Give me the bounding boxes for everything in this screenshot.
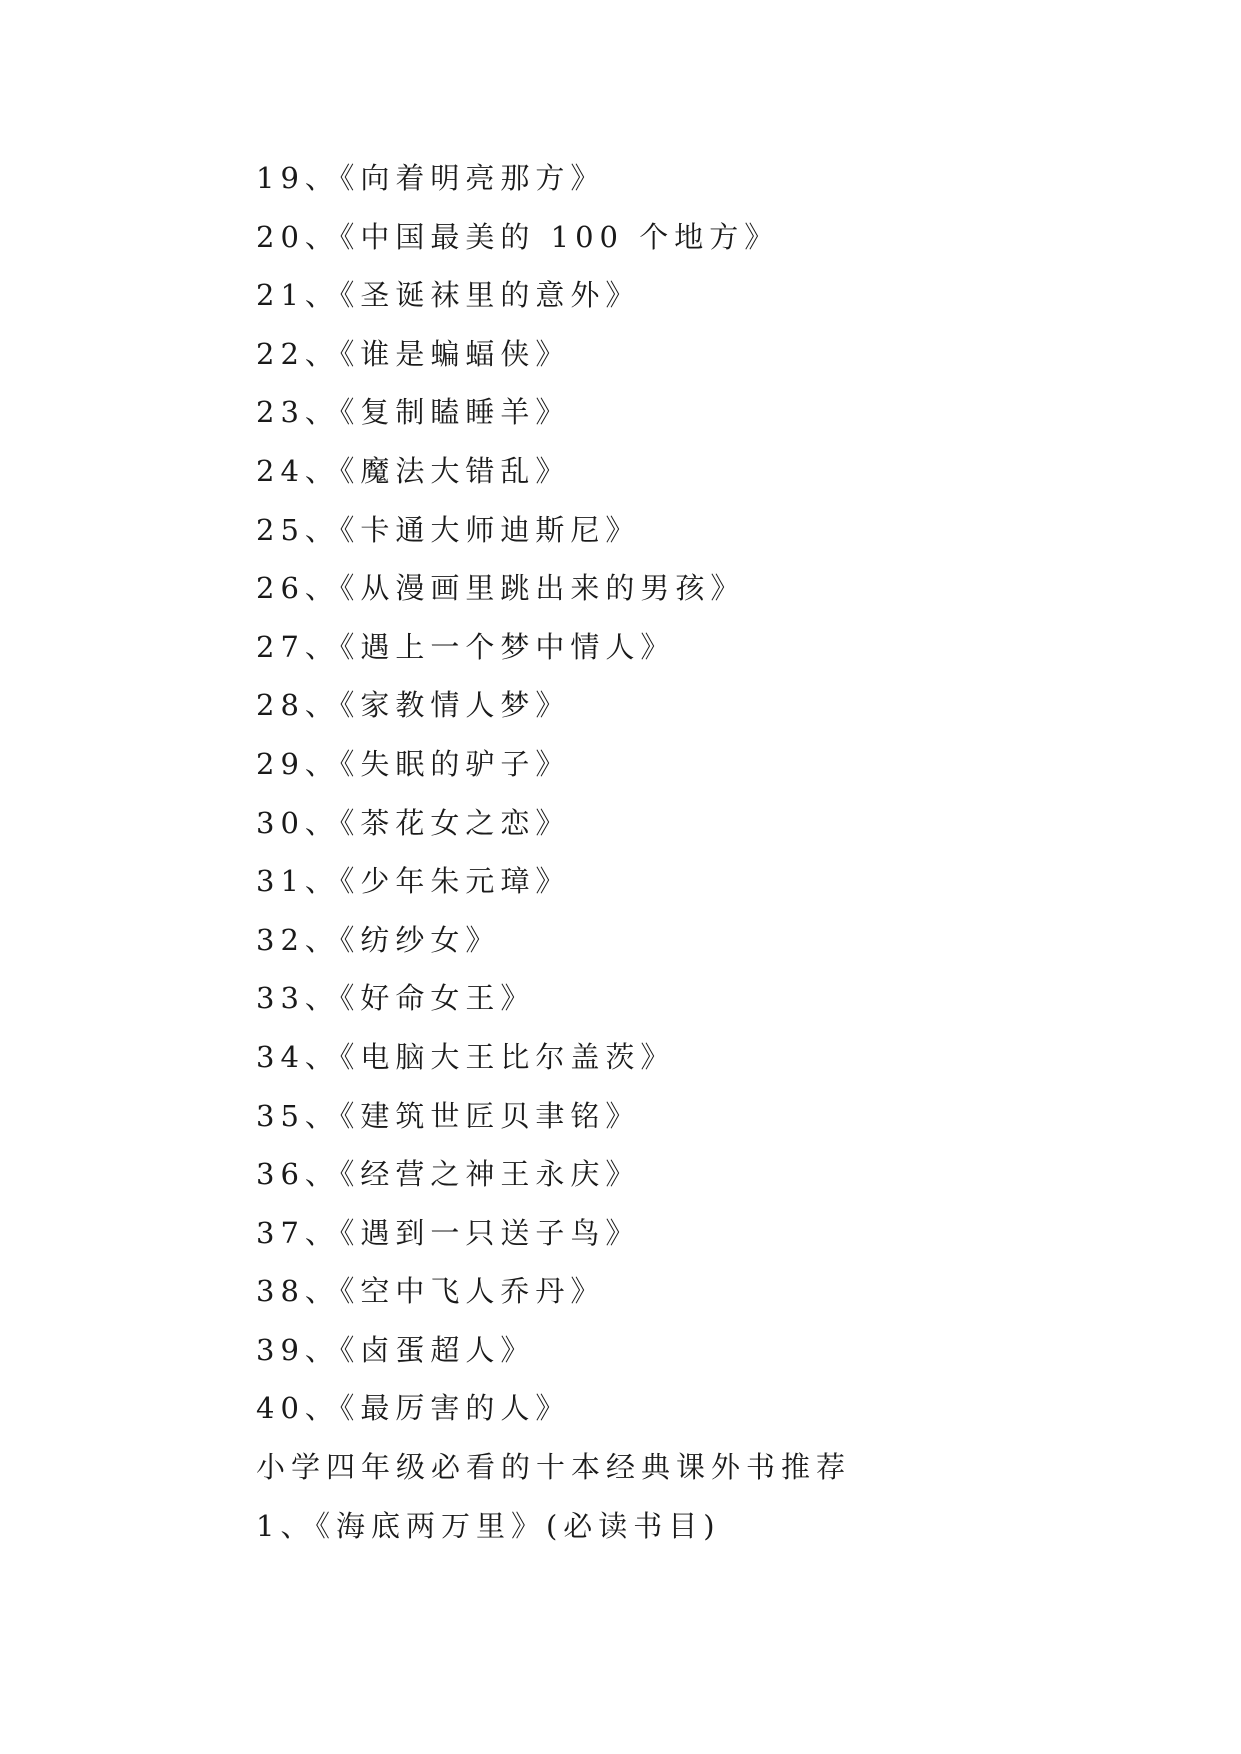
section-heading: 小学四年级必看的十本经典课外书推荐 bbox=[256, 1450, 852, 1485]
book-list-item: 37、《遇到一只送子鸟》 bbox=[256, 1215, 641, 1250]
book-list-item: 28、《家教情人梦》 bbox=[256, 688, 571, 723]
book-list-item: 27、《遇上一个梦中情人》 bbox=[256, 629, 676, 664]
book-list-item: 40、《最厉害的人》 bbox=[256, 1391, 571, 1426]
book-list-item: 35、《建筑世匠贝聿铭》 bbox=[256, 1098, 641, 1133]
book-list-item: 23、《复制瞌睡羊》 bbox=[256, 395, 571, 430]
book-list-item: 39、《卤蛋超人》 bbox=[256, 1332, 536, 1367]
book-list-item: 36、《经营之神王永庆》 bbox=[256, 1157, 641, 1192]
book-list-item: 26、《从漫画里跳出来的男孩》 bbox=[256, 571, 746, 606]
book-list-item: 21、《圣诞袜里的意外》 bbox=[256, 278, 641, 313]
book-list-item: 25、《卡通大师迪斯尼》 bbox=[256, 512, 641, 547]
book-list-item: 24、《魔法大错乱》 bbox=[256, 453, 571, 488]
book-list-item: 31、《少年朱元璋》 bbox=[256, 864, 571, 899]
book-list-item: 34、《电脑大王比尔盖茨》 bbox=[256, 1039, 676, 1074]
book-list-item: 19、《向着明亮那方》 bbox=[256, 161, 606, 195]
book-list-item: 33、《好命女王》 bbox=[256, 981, 536, 1016]
book-list-item: 32、《纺纱女》 bbox=[256, 922, 501, 957]
book-list-item: 38、《空中飞人乔丹》 bbox=[256, 1274, 606, 1309]
book-list-item: 1、《海底两万里》(必读书目) bbox=[256, 1508, 721, 1543]
book-list-item: 20、《中国最美的 100 个地方》 bbox=[256, 219, 780, 254]
book-list-item: 22、《谁是蝙蝠侠》 bbox=[256, 336, 571, 371]
book-list-item: 30、《茶花女之恋》 bbox=[256, 805, 571, 840]
book-list-item: 29、《失眠的驴子》 bbox=[256, 746, 571, 781]
book-list bbox=[256, 158, 1156, 1564]
